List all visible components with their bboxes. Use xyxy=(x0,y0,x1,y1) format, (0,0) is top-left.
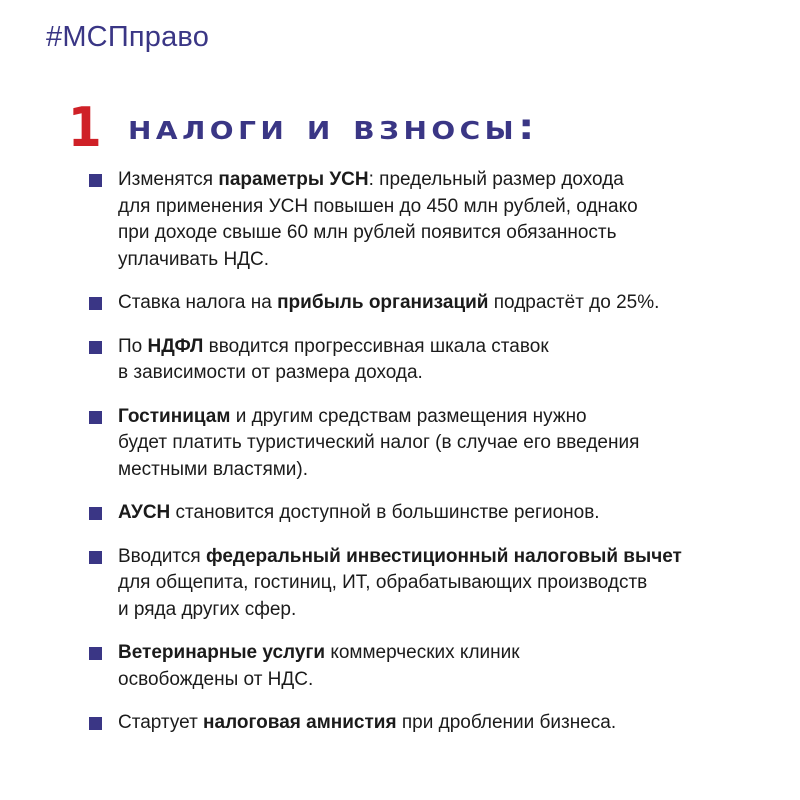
list-item-text xyxy=(118,167,769,273)
plain-text: и другим средствам размещения нужно xyxy=(230,405,587,427)
list-item-line xyxy=(118,194,769,221)
list-item-text xyxy=(118,640,769,693)
list-item-line xyxy=(118,334,769,361)
plain-text: при дроблении бизнеса. xyxy=(396,712,617,733)
list-item-line xyxy=(118,640,769,667)
plain-text: для применения УСН повышен до 450 млн рублей, однако xyxy=(118,195,638,217)
emphasis-text: налоговая амнистия xyxy=(203,712,397,733)
section-number: 1 xyxy=(67,96,102,159)
plain-text: местными властями). xyxy=(118,458,309,480)
list-item-line xyxy=(118,667,769,694)
emphasis-text: АУСН xyxy=(118,502,171,523)
plain-text: в зависимости от размера дохода. xyxy=(118,362,423,383)
list-item-text xyxy=(118,500,769,527)
list-item xyxy=(89,334,769,387)
list-item-line xyxy=(118,457,769,484)
plain-text: вводится прогрессивная шкала ставок xyxy=(203,335,549,357)
emphasis-text: Ветеринарные услуги xyxy=(118,642,326,663)
plain-text: и ряда других сфер. xyxy=(118,598,297,620)
emphasis-text: параметры УСН xyxy=(218,169,369,190)
list-item xyxy=(89,500,769,527)
list-item-text xyxy=(118,544,769,624)
square-bullet-icon xyxy=(89,551,102,564)
list-item-text xyxy=(118,290,769,317)
list-item-line xyxy=(118,247,769,274)
list-item-line xyxy=(118,710,769,737)
plain-text: становится доступной в большинстве регионов. xyxy=(170,502,600,523)
plain-text: : предельный размер дохода xyxy=(368,169,624,190)
emphasis-text: федеральный инвестиционный налоговый вычет xyxy=(205,545,682,567)
plain-text: освобождены от НДС. xyxy=(118,668,314,690)
list-item xyxy=(89,167,769,273)
square-bullet-icon xyxy=(89,507,102,520)
hashtag: #МСПправо xyxy=(46,21,210,53)
emphasis-text: Гостиницам xyxy=(118,405,231,427)
list-item xyxy=(89,544,769,624)
list-item-text xyxy=(118,710,769,737)
list-item-line xyxy=(118,220,769,247)
plain-text: Ставка налога на xyxy=(118,292,278,313)
list-item-line xyxy=(118,597,769,624)
emphasis-text: прибыль организаций xyxy=(277,292,489,313)
emphasis-text: НДФЛ xyxy=(147,335,204,357)
plain-text: уплачивать НДС. xyxy=(118,248,270,270)
list-item-line xyxy=(118,404,769,431)
list-item xyxy=(89,290,769,317)
section-heading xyxy=(66,96,539,159)
list-item xyxy=(89,710,769,737)
list-item-line xyxy=(118,167,769,194)
section-title: налоги и взносы: xyxy=(127,107,539,148)
tax-changes-list xyxy=(89,167,769,737)
plain-text: для общепита, гостиниц, ИТ, обрабатывающих производств xyxy=(118,572,648,593)
list-item-line xyxy=(118,360,769,387)
plain-text: при доходе свыше 60 млн рублей появится обязанность xyxy=(118,222,617,243)
plain-text: будет платить туристический налог (в случае его введения xyxy=(118,432,640,453)
list-item-text xyxy=(118,334,769,387)
plain-text: Изменятся xyxy=(118,169,219,190)
plain-text: коммерческих клиник xyxy=(325,642,520,663)
square-bullet-icon xyxy=(89,297,102,310)
list-item-line xyxy=(118,290,769,317)
square-bullet-icon xyxy=(89,411,102,424)
list-item-text xyxy=(118,404,769,484)
square-bullet-icon xyxy=(89,341,102,354)
plain-text: Стартует xyxy=(118,712,204,733)
list-item xyxy=(89,404,769,484)
list-item-line xyxy=(118,500,769,527)
square-bullet-icon xyxy=(89,647,102,660)
list-item-line xyxy=(118,430,769,457)
plain-text: Вводится xyxy=(118,545,206,567)
square-bullet-icon xyxy=(89,717,102,730)
list-item-line xyxy=(118,544,769,571)
plain-text: По xyxy=(118,335,148,357)
square-bullet-icon xyxy=(89,174,102,187)
plain-text: подрастёт до 25%. xyxy=(488,292,660,313)
list-item xyxy=(89,640,769,693)
list-item-line xyxy=(118,570,769,597)
